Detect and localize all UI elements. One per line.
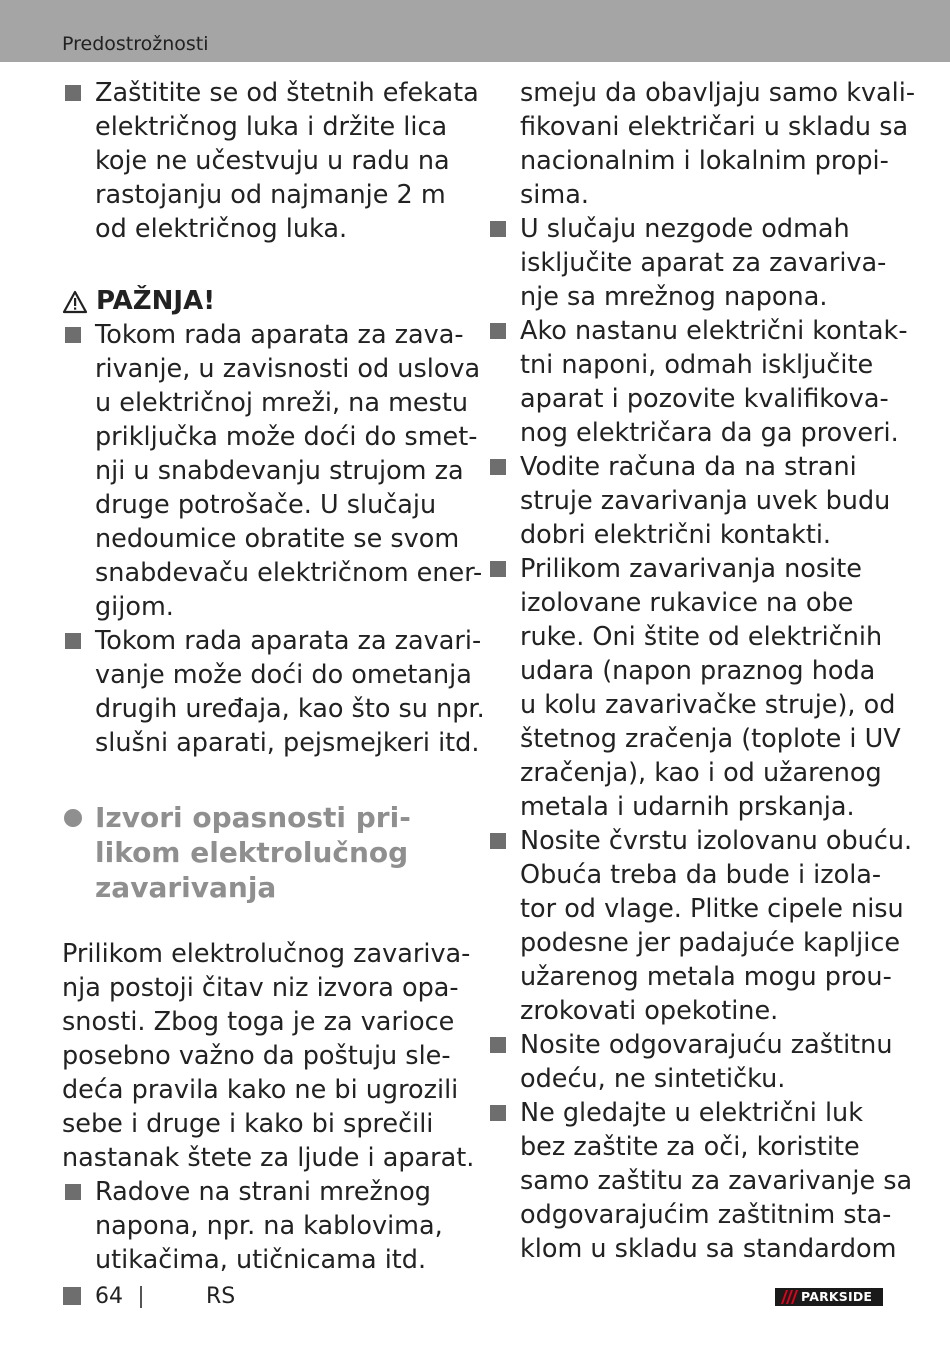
footer-divider xyxy=(140,1286,142,1308)
list-item xyxy=(487,552,901,824)
text-line: Radove na strani mrežnog xyxy=(95,1177,431,1207)
text-line: Tokom rada aparata za zavari- xyxy=(95,626,482,656)
text-line: Zaštitite se od štetnih efekata xyxy=(95,78,479,108)
section-title-line: likom elektrolučnog xyxy=(95,836,409,869)
square-bullet-icon xyxy=(490,1105,506,1121)
text-line: snosti. Zbog toga je za varioce xyxy=(62,1007,455,1037)
text-line: isključite aparat za zavariva- xyxy=(520,248,887,278)
list-item xyxy=(62,624,485,760)
square-bullet-icon xyxy=(490,221,506,237)
text-line: rivanje, u zavisnosti od uslova xyxy=(95,354,481,384)
text-line: udara (napon praznog hoda xyxy=(520,656,876,686)
text-line: sebe i druge i kako bi sprečili xyxy=(62,1109,434,1139)
text-line: u kolu zavarivačke struje), od xyxy=(520,690,896,720)
square-bullet-icon xyxy=(490,1037,506,1053)
text-line: Ne gledajte u električni luk xyxy=(520,1098,863,1128)
text-line: Ako nastanu električni kontak- xyxy=(520,316,908,346)
text-line: nje sa mrežnog napona. xyxy=(520,282,828,312)
text-line: druge potrošače. U slučaju xyxy=(95,490,437,520)
text-line: U slučaju nezgode odmah xyxy=(520,214,850,244)
text-line: klom u skladu sa standardom xyxy=(520,1234,897,1264)
section-title-line: Izvori opasnosti pri- xyxy=(95,801,411,834)
text-line: Tokom rada aparata za zava- xyxy=(95,320,464,350)
text-line: ruke. Oni štite od električnih xyxy=(520,622,883,652)
text-line: odeću, ne sintetičku. xyxy=(520,1064,786,1094)
round-bullet-icon xyxy=(64,809,82,827)
text-line: metala i udarnih prskanja. xyxy=(520,792,855,822)
square-bullet-icon xyxy=(65,327,81,343)
text-line: nedoumice obratite se svom xyxy=(95,524,460,554)
text-line: struje zavarivanja uvek budu xyxy=(520,486,891,516)
text-line: Prilikom elektrolučnog zavariva- xyxy=(62,939,471,969)
text-line: samo zaštitu za zavarivanje sa xyxy=(520,1166,913,1196)
text-line: nog električara da ga proveri. xyxy=(520,418,899,448)
list-item-continuation xyxy=(487,76,916,212)
text-line: vanje može doći do ometanja xyxy=(95,660,472,690)
page-number: 64 xyxy=(95,1284,123,1309)
warning-heading xyxy=(62,284,472,318)
list-item xyxy=(487,824,913,1028)
text-line: od električnog luka. xyxy=(95,214,348,244)
section-heading xyxy=(62,800,472,905)
warning-triangle-icon xyxy=(62,290,88,314)
list-item xyxy=(487,212,897,314)
square-bullet-icon xyxy=(490,561,506,577)
square-bullet-icon xyxy=(490,833,506,849)
text-line: Nosite odgovarajuću zaštitnu xyxy=(520,1030,893,1060)
text-line: Vodite računa da na strani xyxy=(520,452,857,482)
left-column xyxy=(62,76,485,1277)
square-bullet-icon xyxy=(490,459,506,475)
list-item xyxy=(62,76,479,246)
right-column xyxy=(487,76,916,1266)
text-line: aparat i pozovite kvalifikova- xyxy=(520,384,889,414)
text-line: u električnoj mreži, na mestu xyxy=(95,388,469,418)
square-bullet-icon xyxy=(65,1184,81,1200)
logo-stripes-icon xyxy=(778,1288,800,1306)
text-line: tor od vlage. Plitke cipele nisu xyxy=(520,894,904,924)
text-line: tni naponi, odmah isključite xyxy=(520,350,874,380)
text-line: rastojanju od najmanje 2 m xyxy=(95,180,446,210)
text-line: Prilikom zavarivanja nosite xyxy=(520,554,862,584)
text-line: deća pravila kako ne bi ugrozili xyxy=(62,1075,459,1105)
header-title: Predostrožnosti xyxy=(62,33,209,55)
text-line: snabdevaču električnom ener- xyxy=(95,558,483,588)
text-line: sima. xyxy=(520,180,589,210)
text-line: izolovane rukavice na obe xyxy=(520,588,854,618)
list-item xyxy=(487,314,908,450)
text-line: posebno važno da poštuju sle- xyxy=(62,1041,451,1071)
text-line: priključka može doći do smet- xyxy=(95,422,478,452)
intro-paragraph xyxy=(62,937,475,1175)
text-line: električnog luka i držite lica xyxy=(95,112,448,142)
square-bullet-icon xyxy=(490,323,506,339)
page-header xyxy=(0,0,950,62)
text-line: utikačima, utičnicama itd. xyxy=(95,1245,427,1275)
list-item xyxy=(487,1028,897,1096)
list-item xyxy=(62,318,483,624)
text-line: napona, npr. na kablovima, xyxy=(95,1211,443,1241)
text-line: fikovani električari u skladu sa xyxy=(520,112,909,142)
square-bullet-icon xyxy=(65,85,81,101)
text-line: koje ne učestvuju u radu na xyxy=(95,146,450,176)
text-line: drugih uređaja, kao što su npr. xyxy=(95,694,485,724)
parkside-logo xyxy=(775,1288,883,1306)
text-line: gijom. xyxy=(95,592,174,622)
text-line: nacionalnim i lokalnim propi- xyxy=(520,146,889,176)
list-item xyxy=(62,1175,472,1277)
logo-text: PARKSIDE xyxy=(801,1289,873,1304)
text-line: zračenja), kao i od užarenog xyxy=(520,758,882,788)
text-line: Nosite čvrstu izolovanu obuću. xyxy=(520,826,913,856)
warning-label: PAŽNJA! xyxy=(96,286,216,316)
text-line: zrokovati opekotine. xyxy=(520,996,779,1026)
section-title-line: zavarivanja xyxy=(95,871,277,904)
text-line: nji u snabdevanju strujom za xyxy=(95,456,464,486)
text-line: štetnog zračenja (toplote i UV xyxy=(520,724,901,754)
square-bullet-icon xyxy=(65,633,81,649)
text-line: slušni aparati, pejsmejkeri itd. xyxy=(95,728,480,758)
text-line: podesne jer padajuće kapljice xyxy=(520,928,901,958)
language-code: RS xyxy=(206,1284,236,1309)
text-line: bez zaštite za oči, koristite xyxy=(520,1132,860,1162)
text-line: Obuća treba da bude i izola- xyxy=(520,860,882,890)
text-line: nja postoji čitav niz izvora opa- xyxy=(62,973,459,1003)
text-line: smeju da obavljaju samo kvali- xyxy=(520,78,916,108)
text-line: odgovarajućim zaštitnim sta- xyxy=(520,1200,892,1230)
list-item xyxy=(487,1096,913,1266)
footer-square-icon xyxy=(63,1287,81,1305)
text-line: nastanak štete za ljude i aparat. xyxy=(62,1143,475,1173)
text-line: užarenog metala mogu prou- xyxy=(520,962,892,992)
text-line: dobri električni kontakti. xyxy=(520,520,832,550)
list-item xyxy=(487,450,897,552)
